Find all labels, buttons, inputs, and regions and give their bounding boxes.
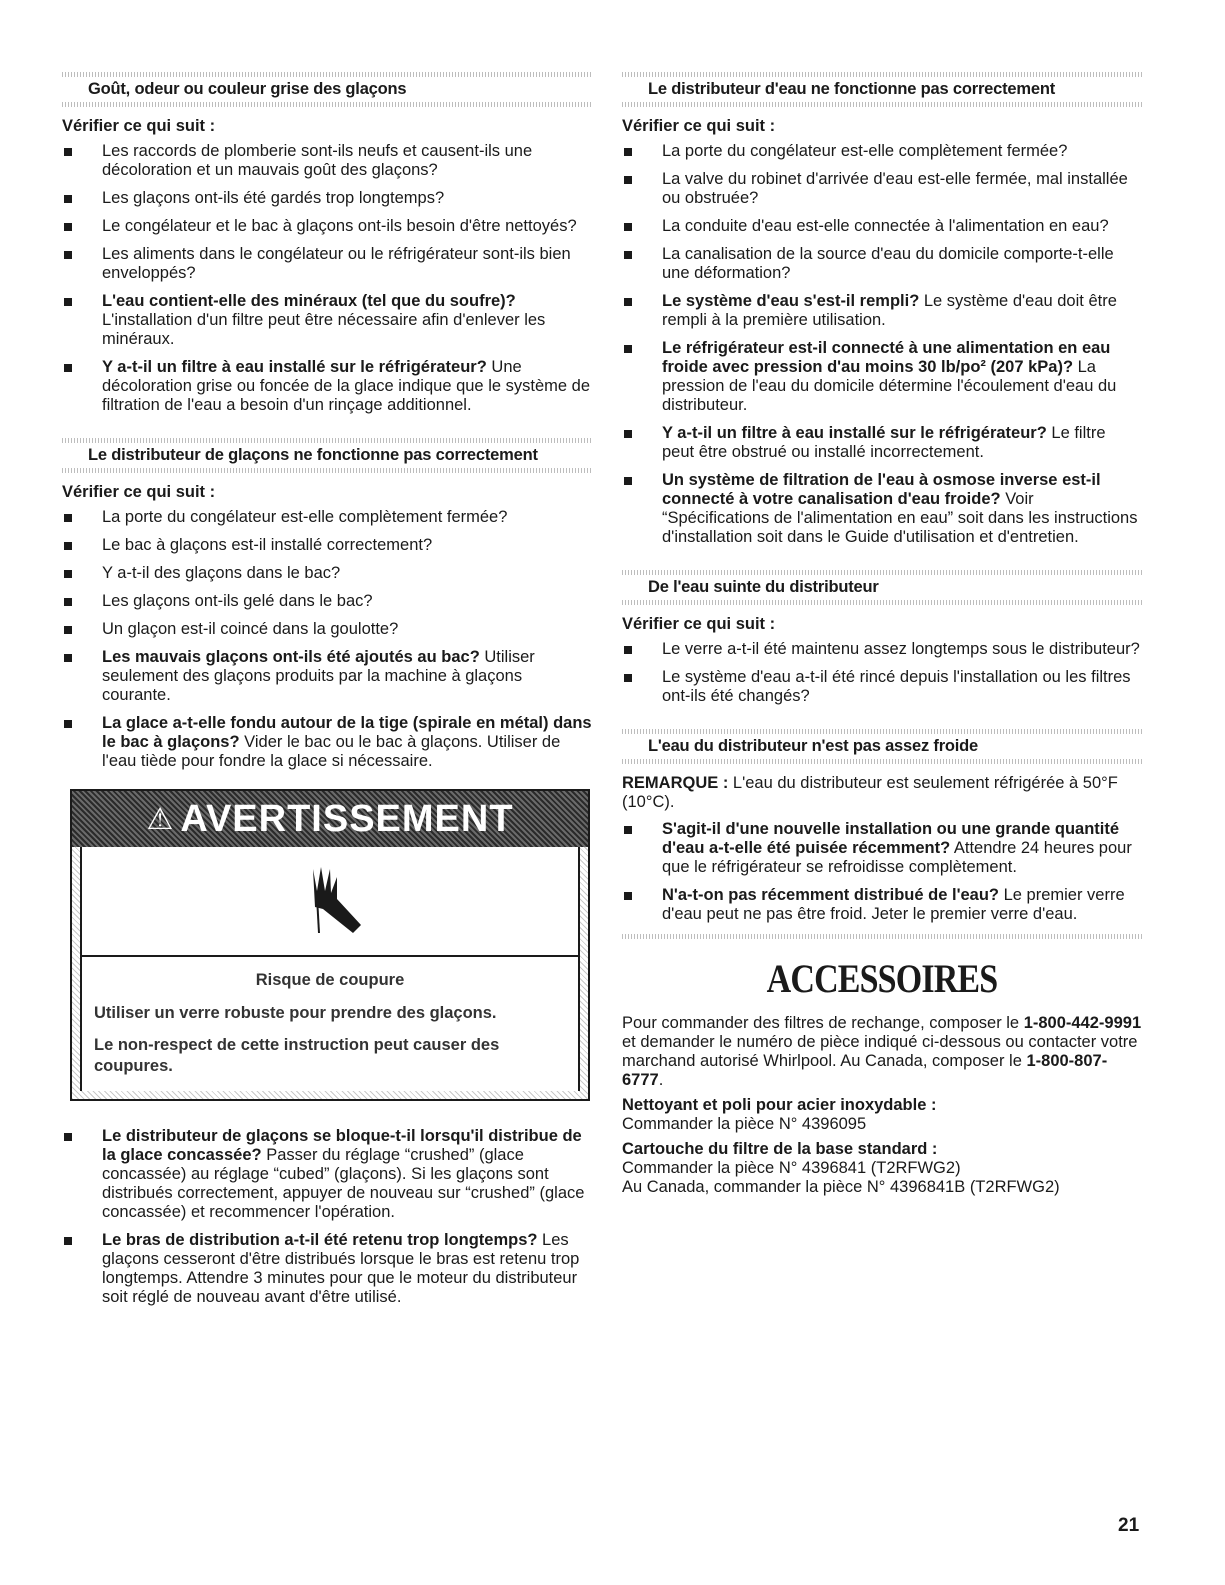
section-header-water-not-cold: L'eau du distributeur n'est pas assez froide: [622, 729, 1142, 764]
warning-consequence: Le non-respect de cette instruction peut causer des coupures.: [94, 1036, 500, 1075]
list-item: Un système de filtration de l'eau à osmose inverse est-il connecté à votre canalisation d'eau froide? Voir “Spécifications de l'alimentation en eau” soit dans les instructions d'installation soit dans le Guide d'utilisation et d'entretien.: [622, 471, 1142, 547]
check-label: Vérifier ce qui suit :: [62, 483, 216, 501]
ice-dispenser-list: [62, 508, 592, 771]
cleaner-part: Commander la pièce N° 4396095: [622, 1115, 867, 1133]
list-item: L'eau contient-elle des minéraux (tel que du soufre)? L'installation d'un filtre peut être nécessaire afin d'enlever les minéraux.: [62, 292, 592, 349]
water-not-cold-list: [622, 820, 1142, 924]
note: REMARQUE : L'eau du distributeur est seulement réfrigérée à 50°F (10°C).: [622, 774, 1118, 811]
list-item: Le bras de distribution a-t-il été retenu trop longtemps? Les glaçons cesseront d'être distribués lorsque le bras est retenu trop longtemps. Attendre 3 minutes pour que le moteur du distributeur soit réglé de nouveau avant d'être utilisé.: [62, 1231, 592, 1307]
accessories-intro: Pour commander des filtres de rechange, composer le 1-800-442-9991 et demander le numéro de pièce indiqué ci-dessous ou contacter votre marchand autorisé Whirlpool. Au Canada, composer le 1-800-807-6777.: [622, 1014, 1142, 1089]
list-item: Le bac à glaçons est-il installé correctement?: [62, 536, 592, 555]
list-item: Le verre a-t-il été maintenu assez longtemps sous le distributeur?: [622, 640, 1142, 659]
ice-taste-list: [62, 142, 592, 415]
accessories-title: ACCESSOIRES: [766, 956, 998, 1001]
list-item: Le système d'eau s'est-il rempli? Le système d'eau doit être rempli à la première utilisation.: [622, 292, 1142, 330]
check-label: Vérifier ce qui suit :: [62, 117, 216, 135]
list-item: La conduite d'eau est-elle connectée à l'alimentation en eau?: [622, 217, 1142, 236]
section-header-ice-dispenser: Le distributeur de glaçons ne fonctionne pas correctement: [62, 438, 592, 473]
water-leak-list: [622, 640, 1142, 706]
warning-box: [70, 789, 590, 1101]
warning-instruction: Utiliser un verre robuste pour prendre des glaçons.: [94, 1004, 497, 1022]
list-item: S'agit-il d'une nouvelle installation ou une grande quantité d'eau a-t-elle été puisée récemment? Attendre 24 heures pour que le réfrigérateur se refroidisse complètement.: [622, 820, 1142, 877]
list-item: Le congélateur et le bac à glaçons ont-ils besoin d'être nettoyés?: [62, 217, 592, 236]
warning-triangle-icon: ⚠: [146, 802, 175, 836]
warning-banner: ⚠ AVERTISSEMENT: [72, 791, 588, 847]
list-item: Les glaçons ont-ils été gardés trop longtemps?: [62, 189, 592, 208]
cut-hazard-pictogram: [80, 847, 580, 957]
cut-hand-icon: [285, 861, 375, 941]
list-item: Les aliments dans le congélateur ou le réfrigérateur sont-ils bien enveloppés?: [62, 245, 592, 283]
check-label: Vérifier ce qui suit :: [622, 117, 776, 135]
list-item: Y a-t-il des glaçons dans le bac?: [62, 564, 592, 583]
left-column: [62, 72, 592, 1316]
list-item: Les raccords de plomberie sont-ils neufs et causent-ils une décoloration et un mauvais goût des glaçons?: [62, 142, 592, 180]
filter-part: Commander la pièce N° 4396841 (T2RFWG2): [622, 1159, 961, 1177]
list-item: Le distributeur de glaçons se bloque-t-il lorsqu'il distribue de la glace concassée? Passer du réglage “crushed” (glace concassée) au réglage “cubed” (glaçons). Si les glaçons sont distribués correctement, appuyer de nouveau sur “crushed” (glace concassée) et recommencer l'opération.: [62, 1127, 592, 1222]
list-item: Les mauvais glaçons ont-ils été ajoutés au bac? Utiliser seulement des glaçons produits par la machine à glaçons courante.: [62, 648, 592, 705]
list-item: La canalisation de la source d'eau du domicile comporte-t-elle une déformation?: [622, 245, 1142, 283]
list-item: Les glaçons ont-ils gelé dans le bac?: [62, 592, 592, 611]
list-item: La porte du congélateur est-elle complètement fermée?: [62, 508, 592, 527]
list-item: Un glaçon est-il coincé dans la goulotte?: [62, 620, 592, 639]
water-dispenser-list: [622, 142, 1142, 547]
ice-dispenser-more-list: [62, 1127, 592, 1307]
list-item: N'a-t-on pas récemment distribué de l'eau? Le premier verre d'eau peut ne pas être froid. Jeter le premier verre d'eau.: [622, 886, 1142, 924]
list-item: La porte du congélateur est-elle complètement fermée?: [622, 142, 1142, 161]
list-item: Y a-t-il un filtre à eau installé sur le réfrigérateur? Le filtre peut être obstrué ou installé incorrectement.: [622, 424, 1142, 462]
section-header-water-dispenser: Le distributeur d'eau ne fonctionne pas correctement: [622, 72, 1142, 107]
filter-title: Cartouche du filtre de la base standard :: [622, 1140, 938, 1158]
right-column: [622, 72, 1142, 1197]
divider: [622, 934, 1142, 939]
warning-risk: Risque de coupure: [255, 971, 405, 989]
list-item: La glace a-t-elle fondu autour de la tige (spirale en métal) dans le bac à glaçons? Vider le bac ou le bac à glaçons. Utiliser de l'eau tiède pour fondre la glace si nécessaire.: [62, 714, 592, 771]
filter-part-canada: Au Canada, commander la pièce N° 4396841B (T2RFWG2): [622, 1178, 1060, 1196]
page-number: 21: [1118, 1515, 1140, 1536]
check-label: Vérifier ce qui suit :: [622, 615, 776, 633]
cleaner-title: Nettoyant et poli pour acier inoxydable :: [622, 1096, 937, 1114]
section-header-ice-taste: Goût, odeur ou couleur grise des glaçons: [62, 72, 592, 107]
list-item: Le réfrigérateur est-il connecté à une alimentation en eau froide avec pression d'au moins 30 lb/po² (207 kPa)? La pression de l'eau du domicile détermine l'écoulement d'eau du distributeur.: [622, 339, 1142, 415]
list-item: Le système d'eau a-t-il été rincé depuis l'installation ou les filtres ont-ils été changés?: [622, 668, 1142, 706]
list-item: La valve du robinet d'arrivée d'eau est-elle fermée, mal installée ou obstruée?: [622, 170, 1142, 208]
section-header-water-leak: De l'eau suinte du distributeur: [622, 570, 1142, 605]
list-item: Y a-t-il un filtre à eau installé sur le réfrigérateur? Une décoloration grise ou foncée de la glace indique que le système de filtration de l'eau a besoin d'un rinçage additionnel.: [62, 358, 592, 415]
